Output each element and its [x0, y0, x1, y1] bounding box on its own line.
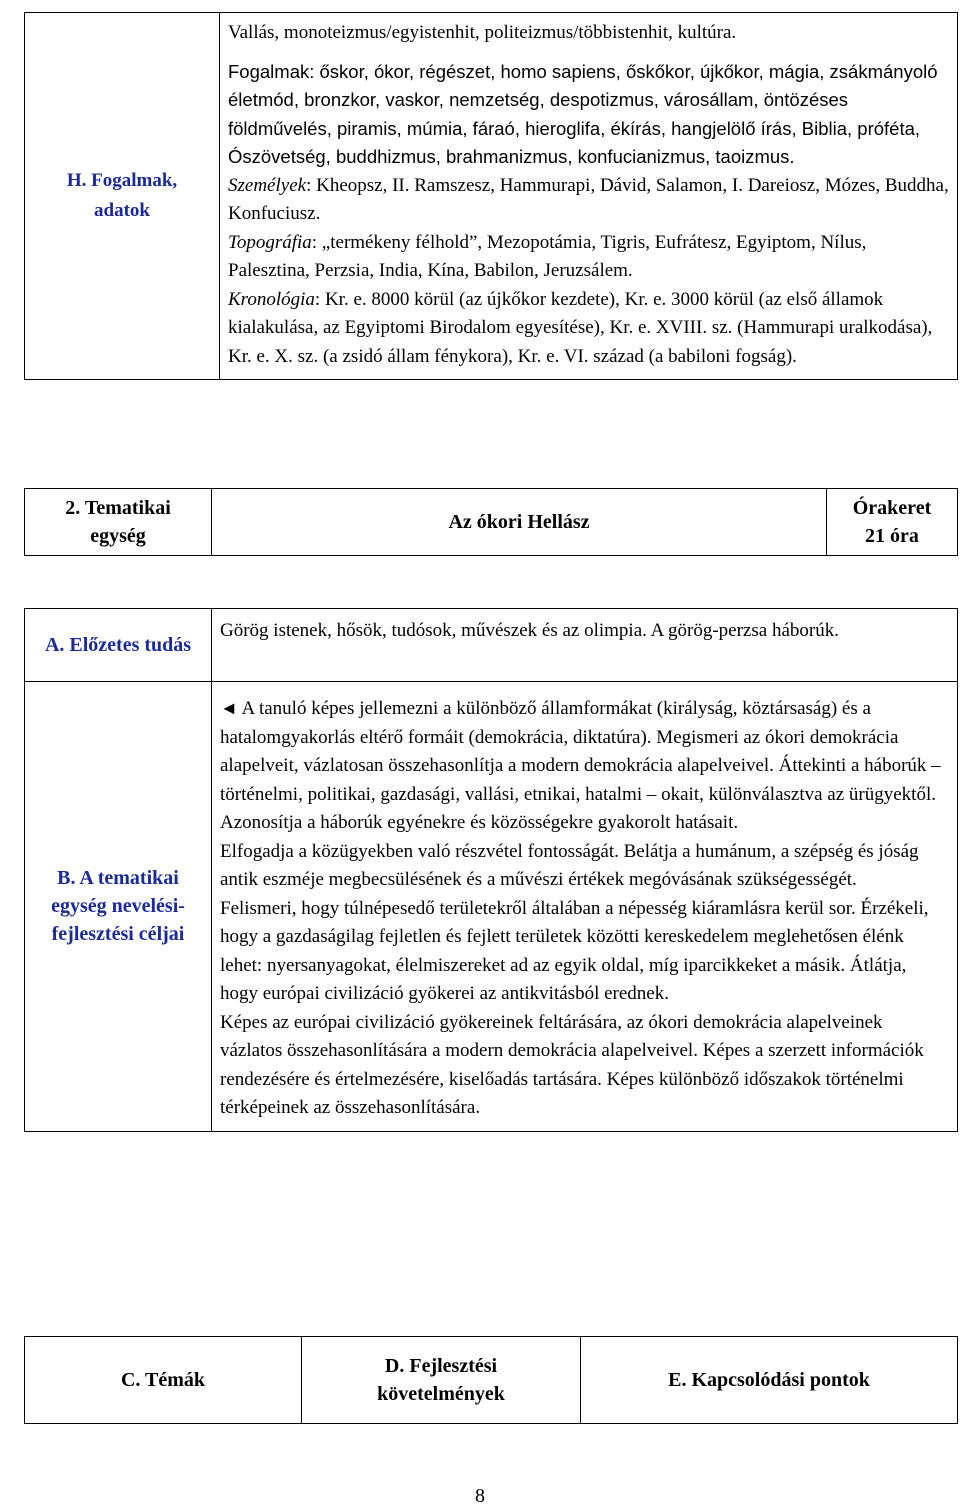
prior-knowledge-text: Görög istenek, hősök, tudósok, művészek és az olimpia. A görög-perzsa háborúk. — [220, 620, 839, 641]
goals-paragraph-2: Azonosítja a háborúk egyénekre és közösségekre gyakorolt hatásait. — [220, 812, 739, 833]
prior-knowledge-label: A. Előzetes tudás — [44, 634, 192, 656]
goals-paragraph-4: Felismeri, hogy túlnépesedő területekről általában a népesség kiáramlásra kerül sor. Érzékeli, hogy a gazdaságilag fejletlen és fejlett területek közötti kereskedelem meglehetősen élénk lehet: nyersanyagokat, élelmiszereket ad az egyik oldal, míg iparcikkeket a másik. Átlátja, hogy európai civilizáció gyökerei az antikvitásból erednek. — [220, 897, 929, 1004]
hours-label: Órakeret — [852, 497, 932, 519]
topics-label: C. Témák — [120, 1369, 206, 1391]
fogalmak-paragraph — [228, 58, 949, 172]
unit-label: 2. Tematikai egység — [65, 497, 171, 547]
goals-paragraph-1 — [220, 694, 949, 809]
goals-table — [24, 608, 958, 1132]
kronologia-label: Kronológia — [228, 288, 315, 310]
prior-knowledge-content-cell — [212, 609, 958, 682]
kronologia-text: : Kr. e. 8000 körül (az újkőkor kezdete), Kr. e. 3000 körül (az első államok kialakulása, az Egyiptomi Birodalom egyesítése), Kr. e. XVIII. sz. (Hammurapi uralkodása), Kr. e. X. sz. (a zsidó állam fénykora), Kr. e. VI. század (a babiloni fogság). — [228, 288, 933, 367]
topografia-text: : „termékeny félhold”, Mezopotámia, Tigris, Eufrátesz, Egyiptom, Nílus, Palesztina, Perzsia, India, Kína, Babilon, Jeruzsálem. — [228, 231, 867, 281]
topografia-paragraph — [228, 229, 949, 286]
unit-label-cell — [25, 489, 212, 556]
fogalmak-text: őskor, ókor, régészet, homo sapiens, őskőkor, újkőkor, mágia, zsákmányoló életmód, bronzkor, vaskor, nemzetség, despotizmus, városállam, öntözéses földművelés, piramis, múmia, fáraó, hieroglifa, ékírás, hangjelölő írás, Biblia, próféta, Ószövetség, buddhizmus, brahmanizmus, konfucianizmus, taoizmus. — [228, 60, 938, 167]
topics-column-header — [25, 1337, 302, 1424]
szemelyek-paragraph — [228, 172, 949, 229]
left-triangle-icon: ◄ — [220, 698, 238, 718]
goals-content-cell — [212, 682, 958, 1132]
hours-value: 21 óra — [865, 525, 919, 547]
connections-label: E. Kapcsolódási pontok — [668, 1369, 870, 1391]
topics-header-table — [24, 1336, 958, 1424]
requirements-column-header — [302, 1337, 581, 1424]
unit-title: Az ókori Hellász — [448, 511, 590, 533]
fogalmak-label: Fogalmak: — [228, 60, 315, 82]
requirements-label: D. Fejlesztési követelmények — [377, 1355, 505, 1405]
kronologia-paragraph — [228, 286, 949, 372]
topografia-label: Topográfia — [228, 231, 312, 253]
goals-label-cell — [25, 682, 212, 1132]
unit-title-cell — [212, 489, 827, 556]
goals-label: B. A tematikai egység nevelési-fejlesztési céljai — [51, 867, 185, 946]
szemelyek-text: : Kheopsz, II. Ramszesz, Hammurapi, Dávid, Salamon, I. Dareiosz, Mózes, Buddha, Konfuciusz. — [228, 174, 949, 224]
concepts-label-cell — [25, 13, 220, 380]
page-number: 8 — [475, 1485, 485, 1507]
szemelyek-label: Személyek — [228, 174, 307, 196]
hours-cell — [827, 489, 958, 556]
goals-paragraph-3: Elfogadja a közügyekben való részvétel fontosságát. Belátja a humánum, a szépség és jóság antik eszméje megbecsülésének és a művészi értékek megóvásának szükségességét. — [220, 840, 919, 890]
goals-paragraph-5: Képes az európai civilizáció gyökereinek feltárására, az ókori demokrácia alapelveinek vázlatos összehasonlítására a modern demokrácia alapelveivel. Képes a szerzett információk rendezésére és értelmezésére, kiselőadás tartására. Képes különböző időszakok történelmi térképeinek az összehasonlítására. — [220, 1011, 924, 1118]
concepts-table — [24, 12, 958, 380]
unit-header-table — [24, 488, 958, 556]
concepts-content-cell — [220, 13, 958, 380]
connections-column-header — [581, 1337, 958, 1424]
prior-knowledge-label-cell — [25, 609, 212, 682]
intro-text: Vallás, monoteizmus/egyistenhit, politeizmus/többistenhit, kultúra. — [228, 22, 737, 43]
concepts-label: H. Fogalmak, adatok — [66, 170, 178, 221]
goals-paragraph-1-text: A tanuló képes jellemezni a különböző államformákat (királyság, köztársaság) és a hatalomgyakorlás eltérő formáit (demokrácia, diktatúra). Megismeri az ókori demokrácia alapelveit, vázlatosan összehasonlítja a modern demokrácia alapelveivel. Áttekinti a háborúk – történelmi, politikai, gazdasági, vallási, etnikai, hatalmi – okait, különválasztva az ürügyektől. — [220, 698, 941, 805]
